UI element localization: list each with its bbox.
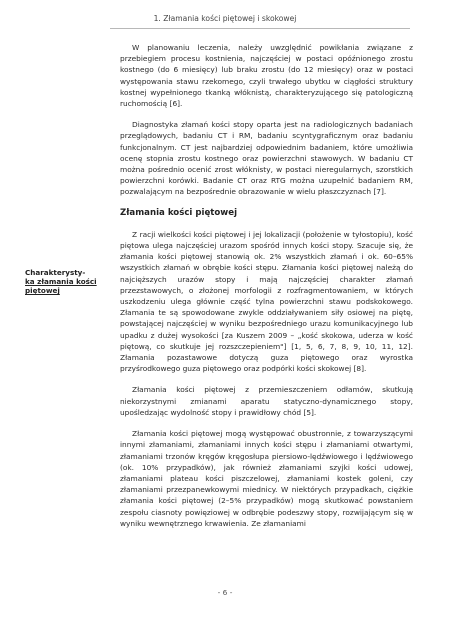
- margin-note-line-2: ka złamania kości piętowej: [25, 277, 97, 296]
- page-number: - 6 -: [217, 588, 233, 597]
- paragraph-1: W planowaniu leczenia, należy uwzględnić powikłania związane z przebiegiem procesu kostnienia, najczęściej w postaci opóźnionego zrostu kostnego (do 6 miesięcy) lub braku zrostu (do 12 miesięcy) oraz w postaci występowania stawu rzekomego, czyli trwałego ubytku w ciągłości struktury kostnej wypełnionego tkanką włóknistą, charakteryzującego się patologiczną ruchomością [6].: [120, 43, 413, 109]
- paragraph-5: Złamania kości piętowej mogą występować obustronnie, z towarzyszącymi innymi złamaniami, złamaniami innych kości stępu i złamaniami otwartymi, złamaniami trzonów kręgów kręgosłupa piersiowo-lędźwiowego i lędźwiowego (ok. 10% przypadków), jak również złamaniami szyjki kości udowej, złamaniami plateau kości piszczelowej, złamaniami kostek goleni, czy złamaniami przezpanewkowymi miednicy. W niektórych przypadkach, ciężkie złamania kości piętowej (2–5% przypadków) mogą skutkować powstaniem zespołu ciasnoty powięziowej w odbrębie podeszwy stopy, rozwijającym się w wyniku wewnętrznego krwawienia. Ze złamaniami: [120, 429, 413, 528]
- paragraph-2: Diagnostyka złamań kości stopy oparta jest na radiologicznych badaniach przeglądowych, badaniu CT i RM, badaniu scyntygraficznym oraz badaniu funkcjonalnym. CT jest najbardziej odpowiednim badaniem, które umożliwia ocenę stopnia zrostu kostnego oraz powierzchni stawowych. W badaniu CT można pośrednio ocenić zrost włóknisty, w postaci nieregularnych, szorstkich powierzchni korówki. Badanie CT oraz RTG można uzupełnić badaniem RM, pozwalającym na bezpośrednie obrazowanie w wielu płaszczyznach [7].: [120, 120, 413, 197]
- section-heading: Złamania kości piętowej: [120, 207, 238, 218]
- header-divider: [110, 28, 410, 29]
- margin-note: [25, 268, 105, 296]
- running-header: 1. Złamania kości piętowej i skokowej: [153, 14, 297, 23]
- paragraph-3: Z racji wielkości kości piętowej i jej lokalizacji (położenie w tyłostopiu), kość piętowa ulega najczęściej urazom spośród innych kości stopy. Szacuje się, że złamania kości piętowej stanowią ok. 2% wszystkich złamań i ok. 60–65% wszystkich złamań w obrębie kości stępu. Złamania kości piętowej należą do najcięższych urazów stopy i mają najczęściej charakter złamań przezstawowych, o złożonej morfologii z rozfragmentowaniem, w których uszkodzeniu ulega głównie część tylna powierzchni stawu podskokowego. Złamania te są spowodowane zwykle oddziaływaniem siły osiowej na piętę, powstającej najczęściej w wyniku bezpośredniego urazu komunikacyjnego lub upadku z dużej wysokości [za Kuszem 2009 – „kość skokowa, uderza w kość piętową, co skutkuje jej rozszczepieniem"] [1, 5, 6, 7, 8, 9, 10, 11, 12]. Złamania pozastawowe dotyczą guza piętowego oraz wyrostka przyśrodkowego guza piętowego oraz podpórki kości skokowej [8].: [120, 229, 413, 374]
- main-text-column: [120, 42, 413, 539]
- paragraph-4: Złamania kości piętowej z przemieszczeniem odłamów, skutkują niekorzystnymi zmianami aparatu statyczno-dynamicznego stopy, upośledzając wydolność stopy i prawidłowy chód [5].: [120, 385, 413, 417]
- margin-note-line-1: Charakterysty-: [25, 268, 86, 277]
